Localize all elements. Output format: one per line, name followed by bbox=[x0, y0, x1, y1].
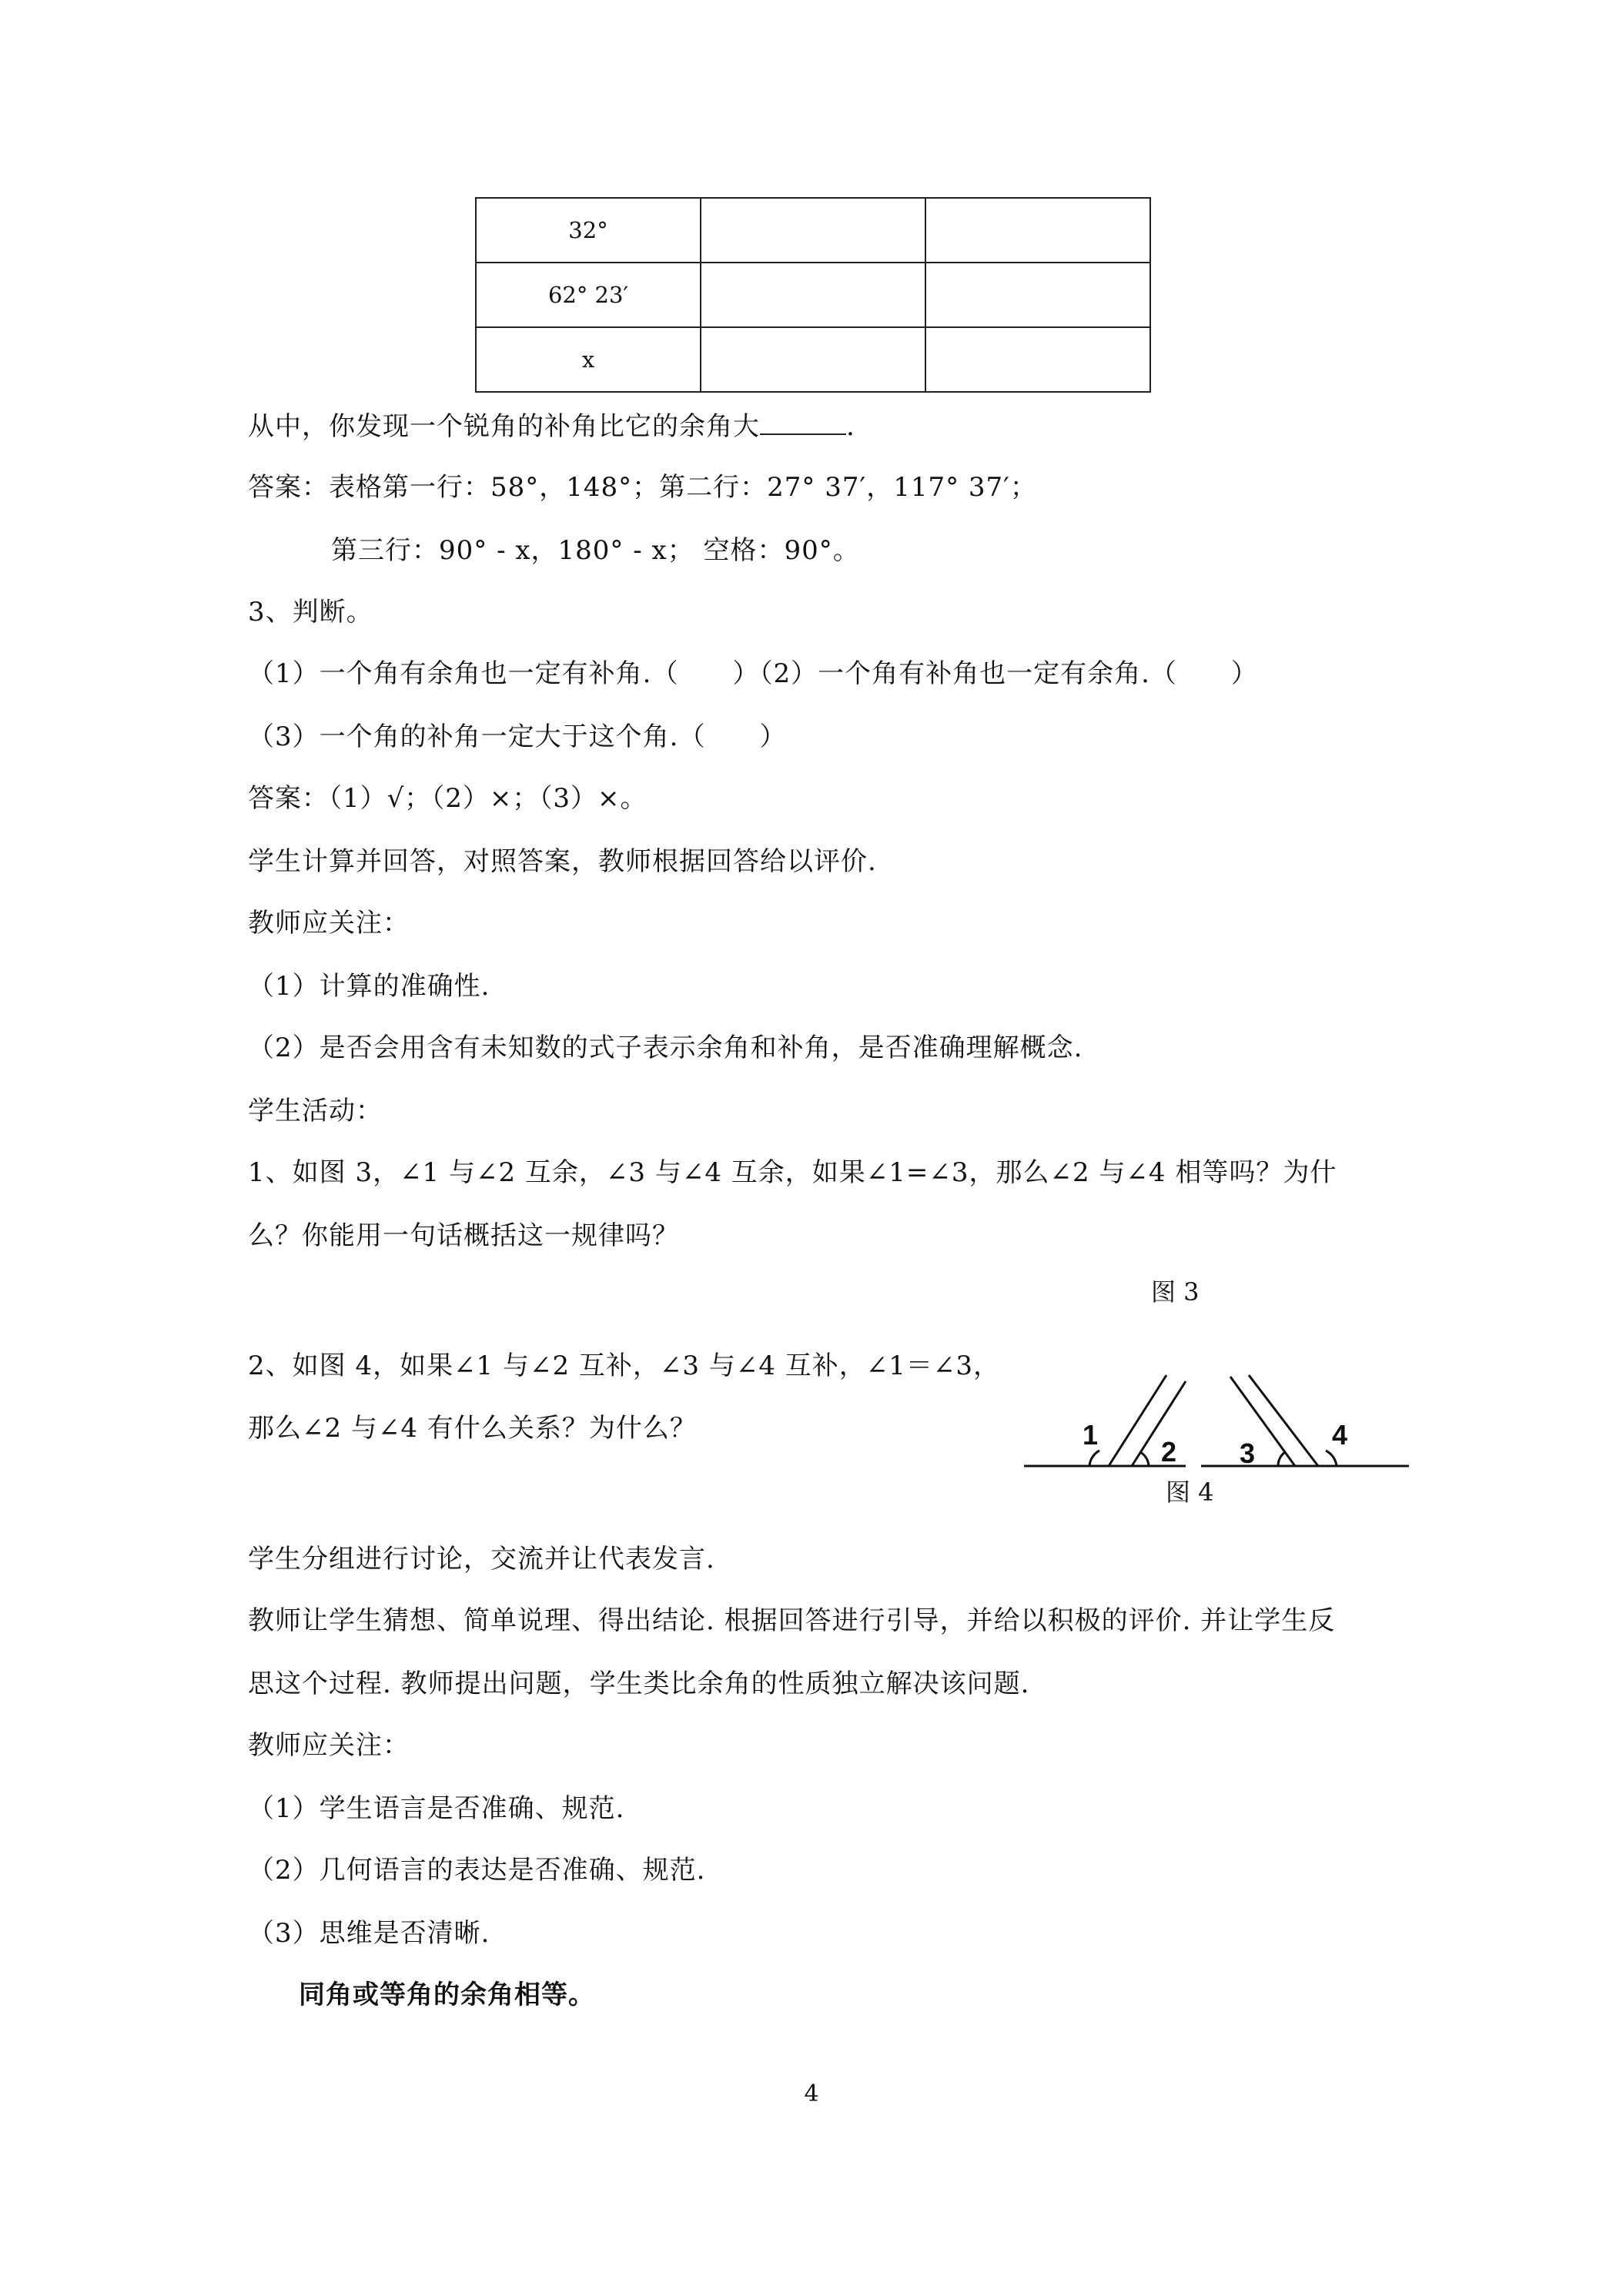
text-line: 教师应关注： bbox=[248, 908, 410, 939]
table-row bbox=[476, 327, 1150, 392]
section-heading: 3、判断。 bbox=[248, 597, 373, 628]
text-line: 学生计算并回答，对照答案，教师根据回答给以评价. bbox=[248, 846, 877, 877]
figure-4-diagram bbox=[1024, 1371, 1409, 1486]
angle-label-2: 2 bbox=[1161, 1436, 1177, 1468]
angle-label-4: 4 bbox=[1332, 1419, 1348, 1451]
table-cell-angle: x bbox=[476, 327, 701, 392]
text-line: 教师让学生猜想、简单说理、得出结论. 根据回答进行引导，并给以积极的评价. 并让学生反 bbox=[248, 1605, 1336, 1636]
answer-line: 答案：表格第一行：58°，148°；第二行：27° 37′，117° 37′； bbox=[248, 472, 1037, 503]
text-line: （1）计算的准确性. bbox=[248, 971, 490, 1002]
line-text: . bbox=[846, 411, 855, 442]
angle-arc-3 bbox=[1278, 1452, 1285, 1466]
table-row bbox=[476, 263, 1150, 327]
table-cell-supplement bbox=[925, 263, 1150, 327]
text-line: 教师应关注： bbox=[248, 1730, 410, 1761]
text-line: （2）几何语言的表达是否准确、规范. bbox=[248, 1855, 706, 1886]
judgement-line bbox=[248, 657, 1258, 691]
angle-label-1: 1 bbox=[1083, 1419, 1099, 1451]
angle-table bbox=[475, 197, 1151, 393]
line-text: （1）一个角有余角也一定有补角.（ bbox=[248, 658, 679, 689]
text-line: （3）思维是否清晰. bbox=[248, 1918, 490, 1949]
judgement-line bbox=[248, 720, 786, 754]
line-text: ） bbox=[1230, 658, 1258, 689]
table-cell-supplement bbox=[925, 327, 1150, 392]
line-text: 从中，你发现一个锐角的补角比它的余角大 bbox=[248, 411, 760, 442]
text-line: 1、如图 3，∠1 与∠2 互余，∠3 与∠4 互余，如果∠1=∠3，那么∠2 与∠4 相等吗？为什 bbox=[248, 1157, 1337, 1188]
table-cell-complement bbox=[701, 263, 925, 327]
text-line: 学生活动： bbox=[248, 1096, 383, 1126]
answer-line: 第三行：90° - x，180° - x； 空格：90°。 bbox=[331, 535, 860, 566]
table-cell-angle: 62° 23′ bbox=[476, 263, 701, 327]
text-line: （2）是否会用含有未知数的式子表示余角和补角，是否准确理解概念. bbox=[248, 1033, 1083, 1063]
table-cell-angle: 32° bbox=[476, 198, 701, 263]
line-text: ） bbox=[759, 721, 787, 752]
table-cell-complement bbox=[701, 327, 925, 392]
conclusion-text: 同角或等角的余角相等。 bbox=[299, 1980, 595, 2010]
angle-arc-4 bbox=[1326, 1451, 1337, 1466]
figure-3-caption: 图 3 bbox=[1151, 1277, 1200, 1307]
text-line: 2、如图 4，如果∠1 与∠2 互补，∠3 与∠4 互补，∠1＝∠3， bbox=[248, 1350, 1001, 1381]
angle-label-3: 3 bbox=[1240, 1438, 1256, 1469]
figure-4-caption: 图 4 bbox=[1166, 1478, 1214, 1507]
angle-arc-2 bbox=[1140, 1452, 1149, 1466]
text-line: 么？你能用一句话概括这一规律吗？ bbox=[248, 1220, 679, 1251]
table-cell-complement bbox=[701, 198, 925, 263]
ray-left-1 bbox=[1109, 1375, 1166, 1466]
table-cell-supplement bbox=[925, 198, 1150, 263]
line-text: （3）一个角的补角一定大于这个角.（ bbox=[248, 721, 706, 752]
line-text: ）（2）一个角有补角也一定有余角.（ bbox=[732, 658, 1177, 689]
text-line: 学生分组进行讨论，交流并让代表发言. bbox=[248, 1544, 715, 1575]
text-line: 那么∠2 与∠4 有什么关系？为什么？ bbox=[248, 1413, 697, 1444]
answer-line: 答案：（1）√；（2）×；（3）×。 bbox=[248, 783, 648, 814]
text-line bbox=[248, 409, 855, 443]
text-line: （1）学生语言是否准确、规范. bbox=[248, 1793, 625, 1824]
answer-blank bbox=[760, 409, 846, 435]
ray-left-2 bbox=[1132, 1381, 1186, 1466]
table-row bbox=[476, 198, 1150, 263]
text-line: 思这个过程. 教师提出问题，学生类比余角的性质独立解决该问题. bbox=[248, 1668, 1030, 1699]
angle-arc-1 bbox=[1089, 1451, 1099, 1466]
page-number: 4 bbox=[804, 2080, 819, 2107]
